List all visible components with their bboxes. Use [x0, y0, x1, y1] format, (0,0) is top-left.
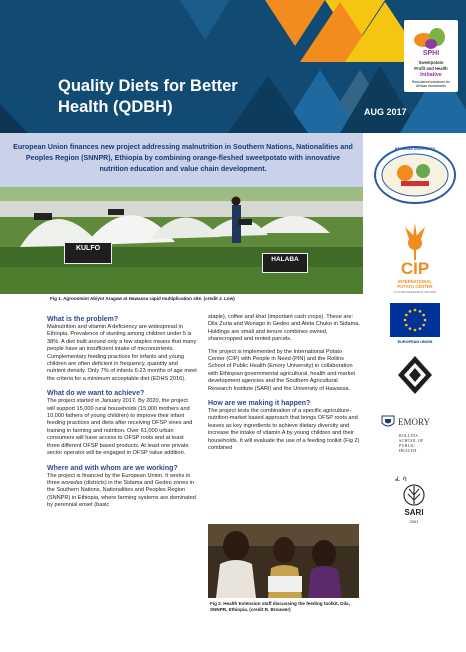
- rollins-line-4: HEALTH: [399, 448, 417, 453]
- halaba-sign-label: HALABA: [271, 256, 299, 263]
- pin-diamond-icon: [397, 355, 433, 395]
- sphi-line-1: Sweetpotato: [418, 60, 444, 65]
- photo-greenhouse-site: [0, 187, 363, 294]
- left-column: [47, 315, 197, 510]
- greenhouse-photo-illustration: [0, 187, 363, 294]
- health-staff-photo-illustration: [208, 524, 359, 598]
- eu-star: [414, 309, 417, 312]
- eu-star: [409, 310, 412, 313]
- para-problem: Malnutrition and vitamin A deficiency are widespread in Ethiopia. Prevalence of stunting among children under 5 is 38%. A diet built around only a few staples means that many people have an insufficient intake of micronutrients. Complementary feeding practices for infants and young children are often deficient in frequency, quantity and nutrient density. Only 7% of infants 6-23 months of age meet the criteria for a minimum acceptable diet (EDHS 2016).: [47, 324, 197, 382]
- sphi-mark: SPHI: [422, 50, 440, 57]
- emory-shield-icon: [381, 415, 395, 429]
- para-how: The project tests the combination of a specific agriculture-nutrition-market based approach that brings OFSP roots and leaves as key ingredients to achieve dietary diversity and increase the intake of vitamin A by young children and their households. It will evaluate the use of a feeding toolkit (Fig 2) combined: [208, 408, 360, 452]
- para-where-start: The project is financed by the European Union. It works in three: [47, 472, 191, 486]
- eu-flag-icon: [390, 303, 440, 337]
- hawassa-seal-icon: [373, 145, 457, 205]
- title-line-1: Quality Diets for Better: [58, 77, 238, 95]
- heading-how: How are we making it happen?: [208, 400, 311, 408]
- svg-text:ፈ ሳ: ፈ ሳ: [395, 475, 407, 483]
- eu-star: [424, 319, 427, 322]
- sari-text: SARI: [404, 508, 424, 517]
- para-staple: staple), coffee and khat (important cash crops). These are: Dila Zuria and Wonago in Gedeo and Aleta Chuko in Sidama. Holdings are small and tenure combines owned, sharecropped and rented parcels.: [208, 314, 360, 343]
- eu-star: [419, 310, 422, 313]
- sari-wheat-icon: [389, 473, 439, 507]
- right-column: [208, 314, 360, 453]
- cip-leaf-icon: [387, 221, 443, 261]
- rollins-line-1: ROLLINS: [399, 433, 418, 438]
- sphi-logo: [404, 20, 458, 92]
- rollins-logo: [399, 433, 449, 463]
- photo1-caption: Fig 1. Agronomist Abiyot Aragaw at Hawassa rapid multiplication site. (credit J. Low): [50, 296, 235, 301]
- partner-logos-sidebar: [363, 133, 466, 652]
- eu-star: [414, 329, 417, 332]
- emory-logo: [381, 415, 453, 433]
- cip-line-1: INTERNATIONAL: [398, 279, 432, 284]
- sphi-line-4: Root-based solutions for African households: [412, 80, 450, 88]
- intro-band: [0, 133, 363, 187]
- eu-star: [404, 319, 407, 322]
- para-achieve: The project started in January 2017. By 2020, the project will support 15,000 rural households (15,000 mothers and 10,000 fathers of young children) to improve their infant feeding practices and diets after receiving OFSP vines and training in farming and nutrition. Over 61,000 urban consumers will have access to OFSP roots and at least three different OFSP based products. At least one private sector operator will be engaged in OFSP value addition.: [47, 398, 193, 457]
- hawassa-university-logo: [373, 145, 457, 205]
- para-where-end: (districts) in the Sidama and Gedeo zones in the Southern Nations, Nationalities and Peoples Region (SNNPR) in Ethiopia, where farming systems are dominated by perennial enset (basic: [47, 479, 196, 509]
- eu-star: [405, 314, 408, 317]
- para-implementation: The project is implemented by the International Potato Center (CIP) with People in Need (PIN) and the Rollins School of Public Health (Emory University) in collaboration with Ethiopian governmental agricultural, health and market development agencies and the Southern Agricultural Research Institute (SARI) and the University of Hawassa.: [208, 348, 356, 392]
- rollins-line-2: SCHOOL OF: [399, 438, 424, 443]
- heading-problem: What is the problem?: [47, 316, 119, 323]
- heading-where: Where and with whom are we working?: [47, 464, 178, 472]
- eu-star: [422, 324, 425, 327]
- photo2-caption: Fig 2. Health Extension staff discussing the feeding toolkit, Dila, SNNPR, Ethiopia. (credit R. Brouwer): [210, 601, 350, 612]
- eu-logo: [390, 303, 440, 349]
- issue-date: AUG 2017: [364, 107, 407, 117]
- cip-line-2: POTATO CENTER: [397, 284, 433, 289]
- hawassa-text: HAWASSA UNIVERSITY: [394, 147, 436, 151]
- eu-label: EUROPEAN UNION: [397, 340, 433, 344]
- cip-logo: [387, 221, 443, 299]
- photo-health-staff: [208, 524, 359, 598]
- title-line-2: Health (QDBH): [58, 98, 173, 116]
- intro-text: European Union finances new project addressing malnutrition in Southern Nations, Nationalities and Peoples Region (SNNPR), Ethiopia by combining orange-fleshed sweetpotato with innovative nutrition education and value chain development.: [13, 143, 353, 174]
- sari-logo: [389, 473, 439, 533]
- people-in-need-logo: [397, 355, 433, 395]
- halaba-sign: [262, 253, 308, 273]
- para-where: [47, 473, 197, 510]
- rollins-line-3: PUBLIC: [399, 443, 416, 448]
- cip-name: CIP: [400, 259, 430, 278]
- sphi-line-2: Profit and Health: [414, 66, 448, 71]
- eu-star: [405, 324, 408, 327]
- sari-year: 2001: [409, 519, 419, 524]
- kulfo-sign: [64, 242, 112, 264]
- eu-star: [409, 327, 412, 330]
- para-where-emphasis: woredas: [61, 479, 83, 486]
- eu-star: [419, 327, 422, 330]
- header-banner: [0, 0, 466, 133]
- page-title: [58, 76, 238, 118]
- emory-text: EMORY: [398, 417, 431, 427]
- kulfo-sign-label: KULFO: [75, 245, 101, 252]
- cip-line-3: A CGIAR RESEARCH CENTER: [393, 290, 437, 294]
- sphi-line-3: Initiative: [420, 72, 442, 78]
- heading-achieve: What do we want to achieve?: [47, 390, 145, 398]
- eu-star: [422, 314, 425, 317]
